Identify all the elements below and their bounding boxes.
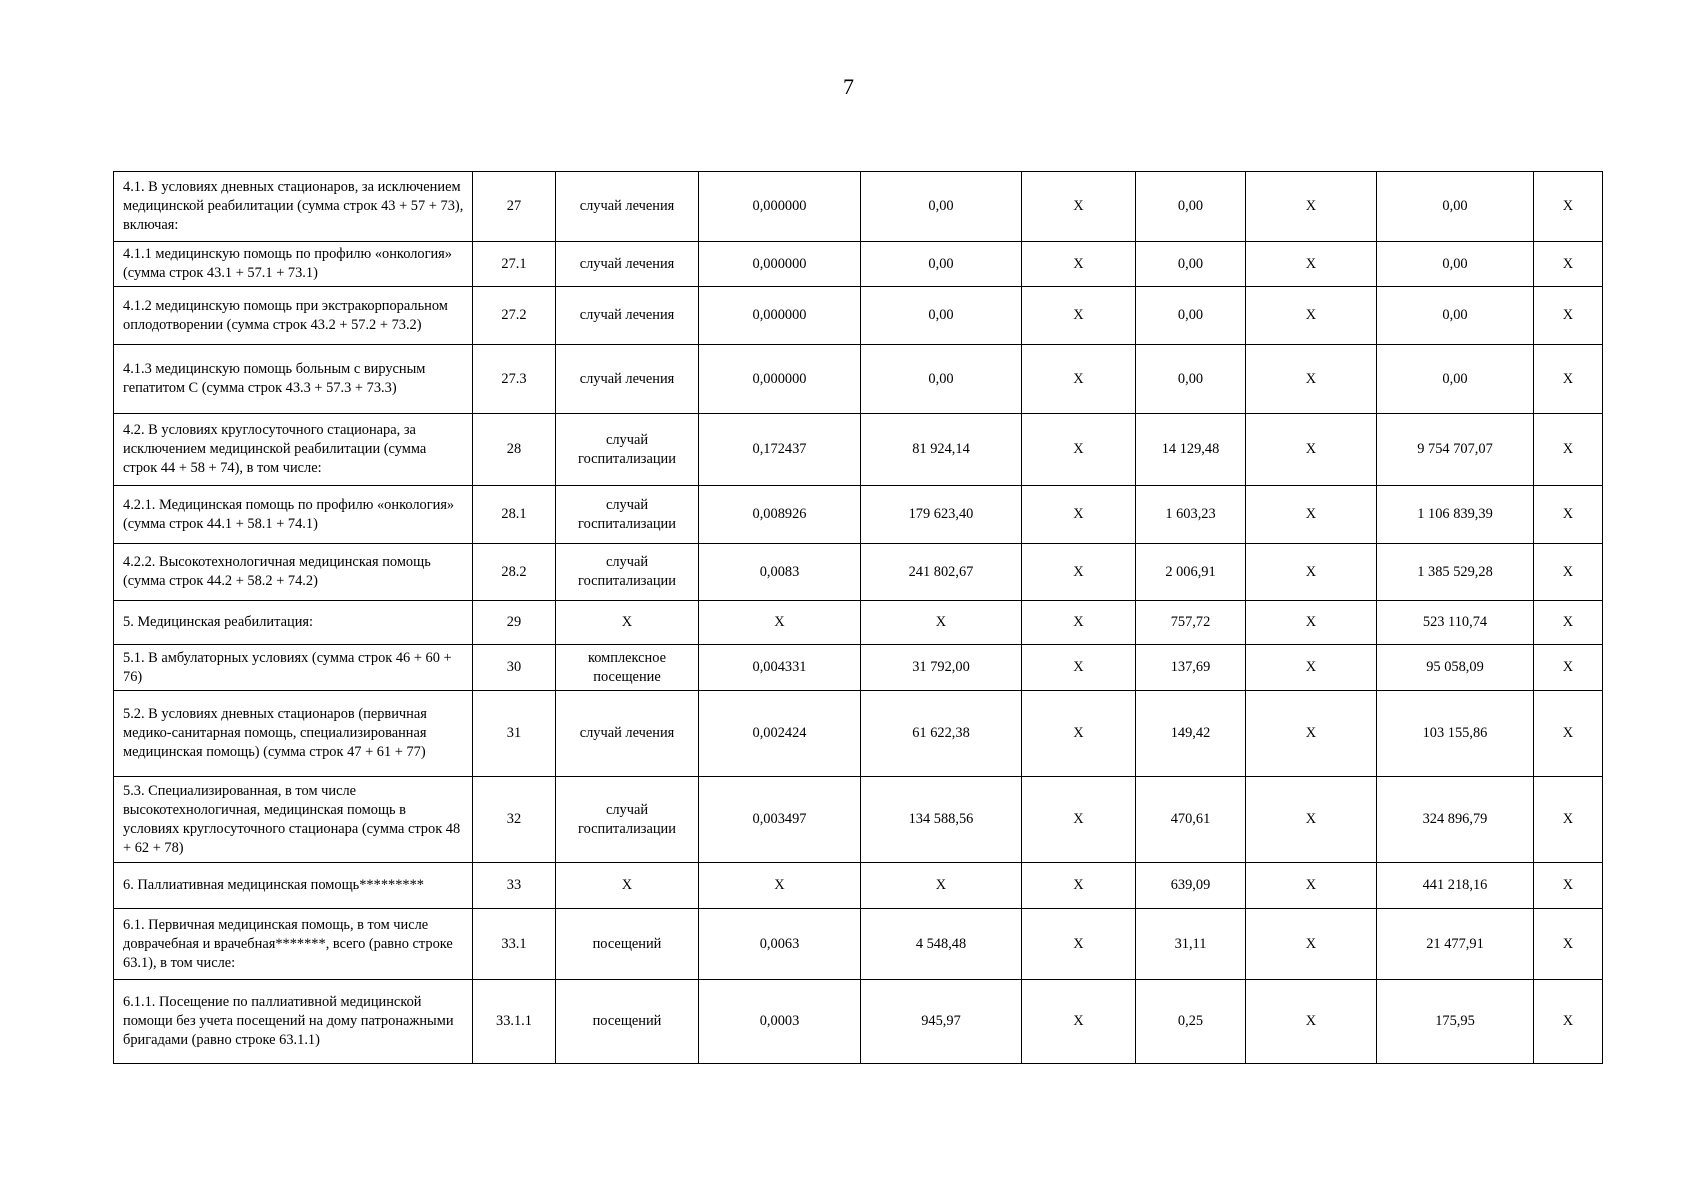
- row-unit: посещений: [556, 909, 699, 980]
- row-cost: 81 924,14: [861, 414, 1022, 486]
- row-name: 6.1.1. Посещение по паллиативной медицинской помощи без учета посещений на дому патронажными бригадами (равно строке 63.1.1): [114, 980, 473, 1064]
- row-col6: X: [1022, 980, 1136, 1064]
- row-col9: 175,95: [1377, 980, 1534, 1064]
- row-code: 31: [473, 691, 556, 777]
- row-code: 28.1: [473, 486, 556, 544]
- row-name: 4.1. В условиях дневных стационаров, за исключением медицинской реабилитации (сумма строк 43 + 57 + 73), включая:: [114, 172, 473, 242]
- row-col7: 0,00: [1136, 345, 1246, 414]
- row-col10: X: [1534, 980, 1603, 1064]
- table-row: [114, 777, 1603, 863]
- row-col7: 0,00: [1136, 242, 1246, 287]
- row-unit: случай госпитализации: [556, 414, 699, 486]
- row-col7: 639,09: [1136, 863, 1246, 909]
- row-col9: 441 218,16: [1377, 863, 1534, 909]
- row-norm: 0,008926: [699, 486, 861, 544]
- row-code: 27.2: [473, 287, 556, 345]
- row-col6: X: [1022, 242, 1136, 287]
- row-name: 4.2.1. Медицинская помощь по профилю «онкология» (сумма строк 44.1 + 58.1 + 74.1): [114, 486, 473, 544]
- row-norm: 0,000000: [699, 172, 861, 242]
- table-row: [114, 645, 1603, 691]
- row-unit: посещений: [556, 980, 699, 1064]
- row-col8: X: [1246, 909, 1377, 980]
- page-number: 7: [843, 74, 854, 99]
- row-col8: X: [1246, 645, 1377, 691]
- row-unit: X: [556, 601, 699, 645]
- row-col10: X: [1534, 345, 1603, 414]
- row-col6: X: [1022, 909, 1136, 980]
- row-code: 29: [473, 601, 556, 645]
- table-row: [114, 909, 1603, 980]
- row-code: 28: [473, 414, 556, 486]
- table-row: [114, 486, 1603, 544]
- row-unit: случай лечения: [556, 172, 699, 242]
- row-code: 27.1: [473, 242, 556, 287]
- row-name: 4.1.2 медицинскую помощь при экстракорпоральном оплодотворении (сумма строк 43.2 + 57.2 + 73.2): [114, 287, 473, 345]
- row-col6: X: [1022, 486, 1136, 544]
- row-col10: X: [1534, 601, 1603, 645]
- row-norm: 0,172437: [699, 414, 861, 486]
- row-col8: X: [1246, 414, 1377, 486]
- row-col6: X: [1022, 645, 1136, 691]
- row-col8: X: [1246, 486, 1377, 544]
- row-col7: 2 006,91: [1136, 544, 1246, 601]
- row-col8: X: [1246, 345, 1377, 414]
- row-name: 4.2. В условиях круглосуточного стационара, за исключением медицинской реабилитации (сумма строк 44 + 58 + 74), в том числе:: [114, 414, 473, 486]
- row-norm: 0,0003: [699, 980, 861, 1064]
- row-col6: X: [1022, 601, 1136, 645]
- row-name: 6.1. Первичная медицинская помощь, в том числе доврачебная и врачебная*******, всего (равно строке 63.1), в том числе:: [114, 909, 473, 980]
- row-name: 5. Медицинская реабилитация:: [114, 601, 473, 645]
- row-col10: X: [1534, 486, 1603, 544]
- row-cost: X: [861, 601, 1022, 645]
- row-norm: 0,004331: [699, 645, 861, 691]
- row-col7: 31,11: [1136, 909, 1246, 980]
- row-cost: 241 802,67: [861, 544, 1022, 601]
- row-cost: 0,00: [861, 345, 1022, 414]
- table-row: [114, 863, 1603, 909]
- row-col9: 103 155,86: [1377, 691, 1534, 777]
- row-norm: X: [699, 863, 861, 909]
- row-cost: 179 623,40: [861, 486, 1022, 544]
- row-col10: X: [1534, 414, 1603, 486]
- row-col9: 21 477,91: [1377, 909, 1534, 980]
- row-col7: 470,61: [1136, 777, 1246, 863]
- table-row: [114, 980, 1603, 1064]
- row-unit: случай госпитализации: [556, 544, 699, 601]
- row-norm: 0,000000: [699, 287, 861, 345]
- row-norm: 0,000000: [699, 242, 861, 287]
- row-col10: X: [1534, 863, 1603, 909]
- row-name: 5.3. Специализированная, в том числе высокотехнологичная, медицинская помощь в условиях круглосуточного стационара (сумма строк 48 + 62 + 78): [114, 777, 473, 863]
- row-name: 4.2.2. Высокотехнологичная медицинская помощь (сумма строк 44.2 + 58.2 + 74.2): [114, 544, 473, 601]
- row-cost: 134 588,56: [861, 777, 1022, 863]
- row-col9: 0,00: [1377, 287, 1534, 345]
- row-col9: 1 106 839,39: [1377, 486, 1534, 544]
- row-cost: 0,00: [861, 172, 1022, 242]
- row-col8: X: [1246, 691, 1377, 777]
- table-row: [114, 601, 1603, 645]
- row-col7: 149,42: [1136, 691, 1246, 777]
- row-col8: X: [1246, 980, 1377, 1064]
- row-col10: X: [1534, 544, 1603, 601]
- row-unit: случай лечения: [556, 345, 699, 414]
- row-cost: X: [861, 863, 1022, 909]
- row-col7: 14 129,48: [1136, 414, 1246, 486]
- row-cost: 31 792,00: [861, 645, 1022, 691]
- table-row: [114, 414, 1603, 486]
- row-name: 6. Паллиативная медицинская помощь*********: [114, 863, 473, 909]
- row-col6: X: [1022, 863, 1136, 909]
- row-col9: 324 896,79: [1377, 777, 1534, 863]
- row-code: 33.1: [473, 909, 556, 980]
- table-row: [114, 544, 1603, 601]
- row-cost: 0,00: [861, 287, 1022, 345]
- row-col9: 95 058,09: [1377, 645, 1534, 691]
- row-cost: 4 548,48: [861, 909, 1022, 980]
- row-col7: 0,00: [1136, 287, 1246, 345]
- row-col10: X: [1534, 172, 1603, 242]
- row-cost: 0,00: [861, 242, 1022, 287]
- row-col7: 0,25: [1136, 980, 1246, 1064]
- table-row: [114, 242, 1603, 287]
- row-col7: 0,00: [1136, 172, 1246, 242]
- row-cost: 61 622,38: [861, 691, 1022, 777]
- row-col7: 1 603,23: [1136, 486, 1246, 544]
- row-unit: случай лечения: [556, 691, 699, 777]
- row-norm: 0,002424: [699, 691, 861, 777]
- row-col10: X: [1534, 909, 1603, 980]
- table-row: [114, 345, 1603, 414]
- row-col6: X: [1022, 691, 1136, 777]
- row-col7: 137,69: [1136, 645, 1246, 691]
- row-name: 4.1.3 медицинскую помощь больным с вирусным гепатитом С (сумма строк 43.3 + 57.3 + 73.3): [114, 345, 473, 414]
- table-row: [114, 172, 1603, 242]
- row-col8: X: [1246, 242, 1377, 287]
- row-col9: 0,00: [1377, 345, 1534, 414]
- row-col8: X: [1246, 172, 1377, 242]
- row-norm: 0,003497: [699, 777, 861, 863]
- row-unit: случай госпитализации: [556, 777, 699, 863]
- row-norm: 0,000000: [699, 345, 861, 414]
- row-unit: комплексное посещение: [556, 645, 699, 691]
- row-code: 27: [473, 172, 556, 242]
- row-name: 5.1. В амбулаторных условиях (сумма строк 46 + 60 + 76): [114, 645, 473, 691]
- row-unit: случай лечения: [556, 242, 699, 287]
- row-col7: 757,72: [1136, 601, 1246, 645]
- row-col10: X: [1534, 691, 1603, 777]
- row-unit: X: [556, 863, 699, 909]
- row-code: 28.2: [473, 544, 556, 601]
- row-unit: случай госпитализации: [556, 486, 699, 544]
- row-col6: X: [1022, 345, 1136, 414]
- row-col9: 0,00: [1377, 242, 1534, 287]
- row-name: 5.2. В условиях дневных стационаров (первичная медико-санитарная помощь, специализированная медицинская помощь) (сумма строк 47 + 61 + 77): [114, 691, 473, 777]
- data-table: [113, 171, 1603, 1064]
- row-col6: X: [1022, 172, 1136, 242]
- row-col8: X: [1246, 863, 1377, 909]
- row-col6: X: [1022, 414, 1136, 486]
- row-code: 30: [473, 645, 556, 691]
- row-col6: X: [1022, 777, 1136, 863]
- table-row: [114, 691, 1603, 777]
- row-code: 33.1.1: [473, 980, 556, 1064]
- row-norm: X: [699, 601, 861, 645]
- row-code: 27.3: [473, 345, 556, 414]
- row-col10: X: [1534, 287, 1603, 345]
- row-col9: 523 110,74: [1377, 601, 1534, 645]
- row-col8: X: [1246, 544, 1377, 601]
- row-name: 4.1.1 медицинскую помощь по профилю «онкология» (сумма строк 43.1 + 57.1 + 73.1): [114, 242, 473, 287]
- row-col8: X: [1246, 777, 1377, 863]
- row-norm: 0,0083: [699, 544, 861, 601]
- row-col9: 1 385 529,28: [1377, 544, 1534, 601]
- row-col8: X: [1246, 601, 1377, 645]
- row-col10: X: [1534, 645, 1603, 691]
- row-col10: X: [1534, 777, 1603, 863]
- row-col9: 9 754 707,07: [1377, 414, 1534, 486]
- row-code: 33: [473, 863, 556, 909]
- table-row: [114, 287, 1603, 345]
- row-col6: X: [1022, 544, 1136, 601]
- row-code: 32: [473, 777, 556, 863]
- row-col9: 0,00: [1377, 172, 1534, 242]
- row-col10: X: [1534, 242, 1603, 287]
- row-col6: X: [1022, 287, 1136, 345]
- row-col8: X: [1246, 287, 1377, 345]
- row-cost: 945,97: [861, 980, 1022, 1064]
- row-norm: 0,0063: [699, 909, 861, 980]
- row-unit: случай лечения: [556, 287, 699, 345]
